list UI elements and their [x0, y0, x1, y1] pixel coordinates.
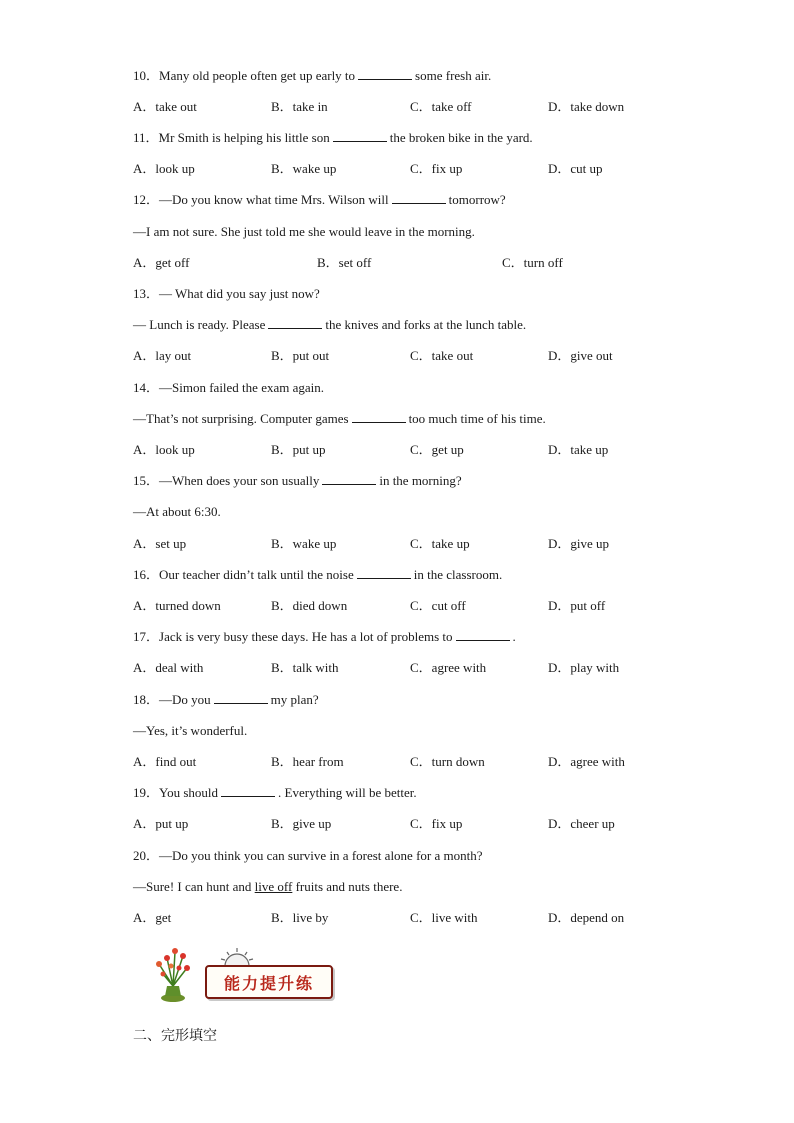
option-d: D．play with	[548, 660, 620, 675]
option-b: B．take in	[271, 99, 328, 114]
option-a: A．lay out	[133, 348, 192, 363]
option-d: D．give out	[548, 348, 613, 363]
option-a: A．take out	[133, 99, 197, 114]
option-d: D．take up	[548, 442, 609, 457]
option-b: B．set off	[317, 255, 372, 270]
answer-blank	[333, 130, 387, 142]
answer-blank	[214, 692, 268, 704]
option-d: D．give up	[548, 536, 610, 551]
option-d: D．take down	[548, 99, 625, 114]
option-d: D．agree with	[548, 754, 625, 769]
flower-pot-icon	[145, 938, 205, 1004]
question-11: 11．Mr Smith is helping his little son the broken bike in the yard.	[133, 130, 533, 145]
question-18-reply: —Yes, it’s wonderful.	[133, 723, 248, 738]
answer-blank	[357, 567, 411, 579]
answer-blank	[268, 317, 322, 329]
question-17: 17．Jack is very busy these days. He has a lot of problems to .	[133, 629, 516, 644]
underlined-phrase: live off	[254, 879, 293, 894]
option-a: A．look up	[133, 442, 195, 457]
option-a: A．look up	[133, 161, 195, 176]
question-15: 15．—When does your son usually in the morning?	[133, 473, 462, 488]
option-c: C．turn down	[410, 754, 485, 769]
option-a: A．deal with	[133, 660, 204, 675]
option-d: D．cut up	[548, 161, 603, 176]
answer-blank	[352, 411, 406, 423]
section-title: 二、完形填空	[133, 1028, 217, 1044]
question-19: 19．You should . Everything will be better.	[133, 785, 417, 800]
answer-blank	[358, 68, 412, 80]
answer-blank	[322, 473, 376, 485]
option-b: B．put up	[271, 442, 326, 457]
option-d: D．cheer up	[548, 816, 615, 831]
option-a: A．put up	[133, 816, 189, 831]
question-12-reply: —I am not sure. She just told me she would leave in the morning.	[133, 224, 475, 239]
question-10: 10．Many old people often get up early to some fresh air.	[133, 68, 492, 83]
option-c: C．fix up	[410, 816, 463, 831]
question-12: 12．—Do you know what time Mrs. Wilson will tomorrow?	[133, 192, 506, 207]
question-20-reply: —Sure! I can hunt and live off fruits and nuts there.	[133, 879, 403, 894]
question-14: 14．—Simon failed the exam again.	[133, 380, 324, 395]
option-c: C．take up	[410, 536, 470, 551]
option-c: C．cut off	[410, 598, 466, 613]
section-badge	[145, 938, 335, 1004]
answer-blank	[392, 192, 446, 204]
option-a: A．find out	[133, 754, 197, 769]
option-c: C．take off	[410, 99, 472, 114]
option-b: B．hear from	[271, 754, 344, 769]
badge-label: 能力提升练	[223, 974, 314, 993]
question-18: 18．—Do you my plan?	[133, 692, 319, 707]
question-15-reply: —At about 6:30.	[133, 504, 221, 519]
answer-blank	[221, 785, 275, 797]
question-13: 13．— What did you say just now?	[133, 286, 320, 301]
question-14-reply: —That’s not surprising. Computer games too much time of his time.	[133, 411, 546, 426]
question-16: 16．Our teacher didn’t talk until the noise in the classroom.	[133, 567, 503, 582]
answer-blank	[456, 629, 510, 641]
option-b: B．put out	[271, 348, 330, 363]
option-c: C．get up	[410, 442, 464, 457]
option-c: C．turn off	[502, 255, 563, 270]
option-c: C．take out	[410, 348, 474, 363]
option-d: D．put off	[548, 598, 606, 613]
question-20: 20．—Do you think you can survive in a forest alone for a month?	[133, 848, 483, 863]
option-c: C．agree with	[410, 660, 487, 675]
question-13-reply: — Lunch is ready. Please the knives and forks at the lunch table.	[133, 317, 527, 332]
option-d: D．depend on	[548, 910, 625, 925]
option-b: B．live by	[271, 910, 329, 925]
option-b: B．give up	[271, 816, 332, 831]
badge-box	[205, 965, 333, 999]
option-b: B．talk with	[271, 660, 339, 675]
option-a: A．turned down	[133, 598, 221, 613]
option-b: B．died down	[271, 598, 348, 613]
option-b: B．wake up	[271, 161, 337, 176]
option-b: B．wake up	[271, 536, 337, 551]
option-a: A．get off	[133, 255, 190, 270]
option-a: A．set up	[133, 536, 187, 551]
option-c: C．fix up	[410, 161, 463, 176]
option-a: A．get	[133, 910, 172, 925]
option-c: C．live with	[410, 910, 478, 925]
